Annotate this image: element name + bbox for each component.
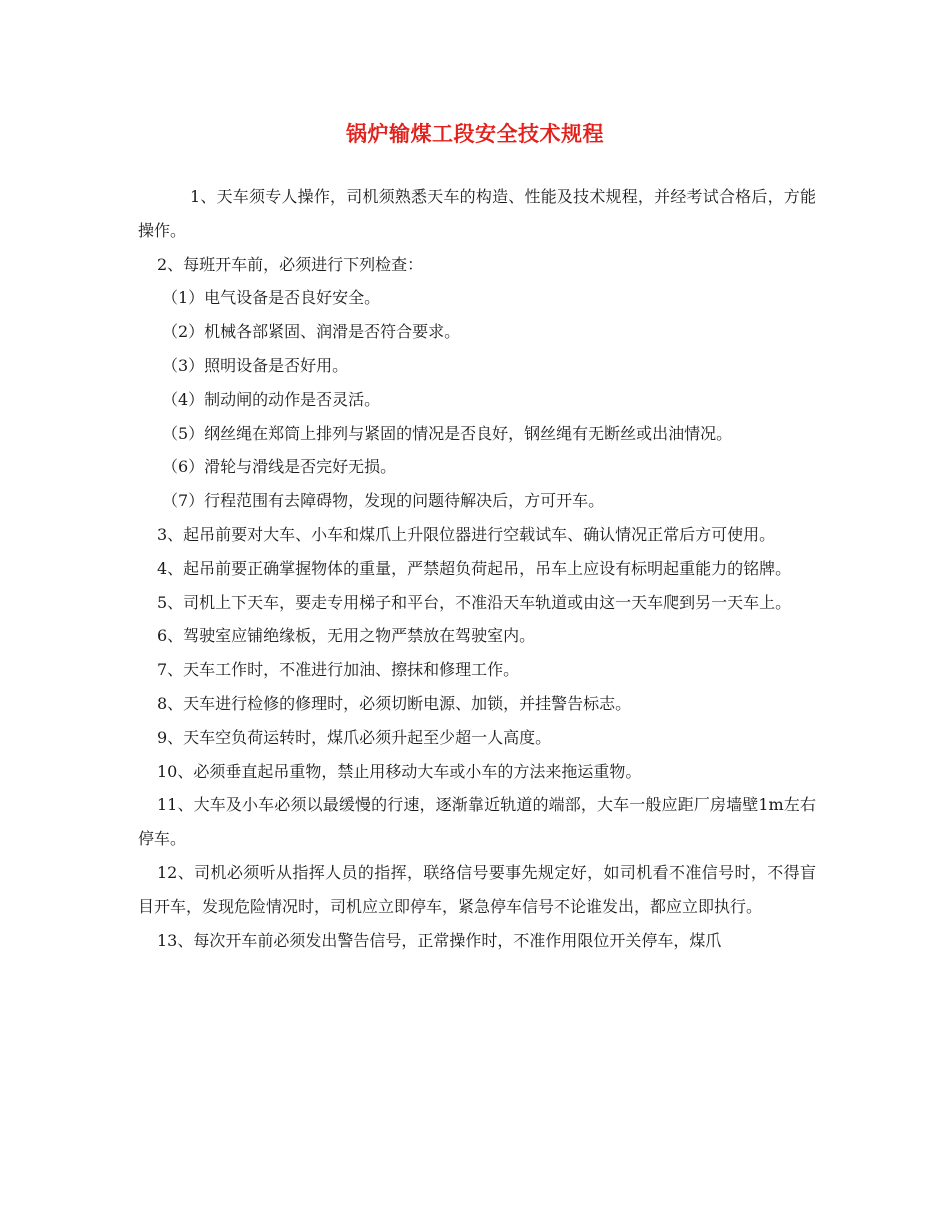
rule-item-8: 8、天车进行检修的修理时，必须切断电源、加锁，并挂警告标志。: [157, 693, 632, 713]
check-item-4: （4）制动闸的动作是否灵活。: [162, 389, 381, 409]
rule-item-13: 13、每次开车前必须发出警告信号，正常操作时，不准作用限位开关停车，煤爪: [157, 930, 722, 950]
rule-item-12: 12、司机必须听从指挥人员的指挥，联络信号要事先规定好，如司机看不准信号时，不得盲目开车，发现危险情况时，司机应立即停车，紧急停车信号不论谁发出，都应立即执行。: [138, 862, 816, 916]
rule-item-1: 1、天车须专人操作，司机须熟悉天车的构造、性能及技术规程，并经考试合格后，方能操作。: [138, 187, 816, 240]
rule-item-7: 7、天车工作时，不准进行加油、擦抹和修理工作。: [157, 660, 520, 680]
check-item-3: （3）照明设备是否好用。: [162, 355, 349, 375]
check-item-2: （2）机械各部紧固、润滑是否符合要求。: [162, 322, 461, 342]
check-item-1: （1）电气设备是否良好安全。: [162, 288, 381, 308]
check-item-7: （7）行程范围有去障碍物，发现的问题待解决后，方可开车。: [162, 491, 605, 511]
document-title: 锅炉输煤工段安全技术规程: [346, 121, 604, 146]
document-body: [138, 180, 816, 957]
rule-item-2: 2、每班开车前，必须进行下列检查：: [157, 254, 424, 274]
rule-item-5: 5、司机上下天车，要走专用梯子和平台，不准沿天车轨道或由这一天车爬到另一天车上。: [157, 592, 792, 612]
rule-item-4: 4、起吊前要正确掌握物体的重量，严禁超负荷起吊，吊车上应设有标明起重能力的铭牌。: [157, 558, 792, 578]
rule-item-9: 9、天车空负荷运转时，煤爪必须升起至少超一人高度。: [157, 727, 552, 747]
rule-item-6: 6、驾驶室应铺绝缘板，无用之物严禁放在驾驶室内。: [157, 626, 536, 646]
check-item-5: （5）纲丝绳在郑筒上排列与紧固的情况是否良好，钢丝绳有无断丝或出油情况。: [162, 423, 733, 443]
rule-item-11: 11、大车及小车必须以最缓慢的行速，逐渐靠近轨道的端部，大车一般应距厂房墙壁1m左右停车。: [138, 795, 816, 849]
rule-item-3: 3、起吊前要对大车、小车和煤爪上升限位器进行空载试车、确认情况正常后方可使用。: [157, 524, 776, 544]
check-item-6: （6）滑轮与滑线是否完好无损。: [162, 457, 397, 477]
rule-item-10: 10、必须垂直起吊重物，禁止用移动大车或小车的方法来拖运重物。: [157, 761, 642, 781]
